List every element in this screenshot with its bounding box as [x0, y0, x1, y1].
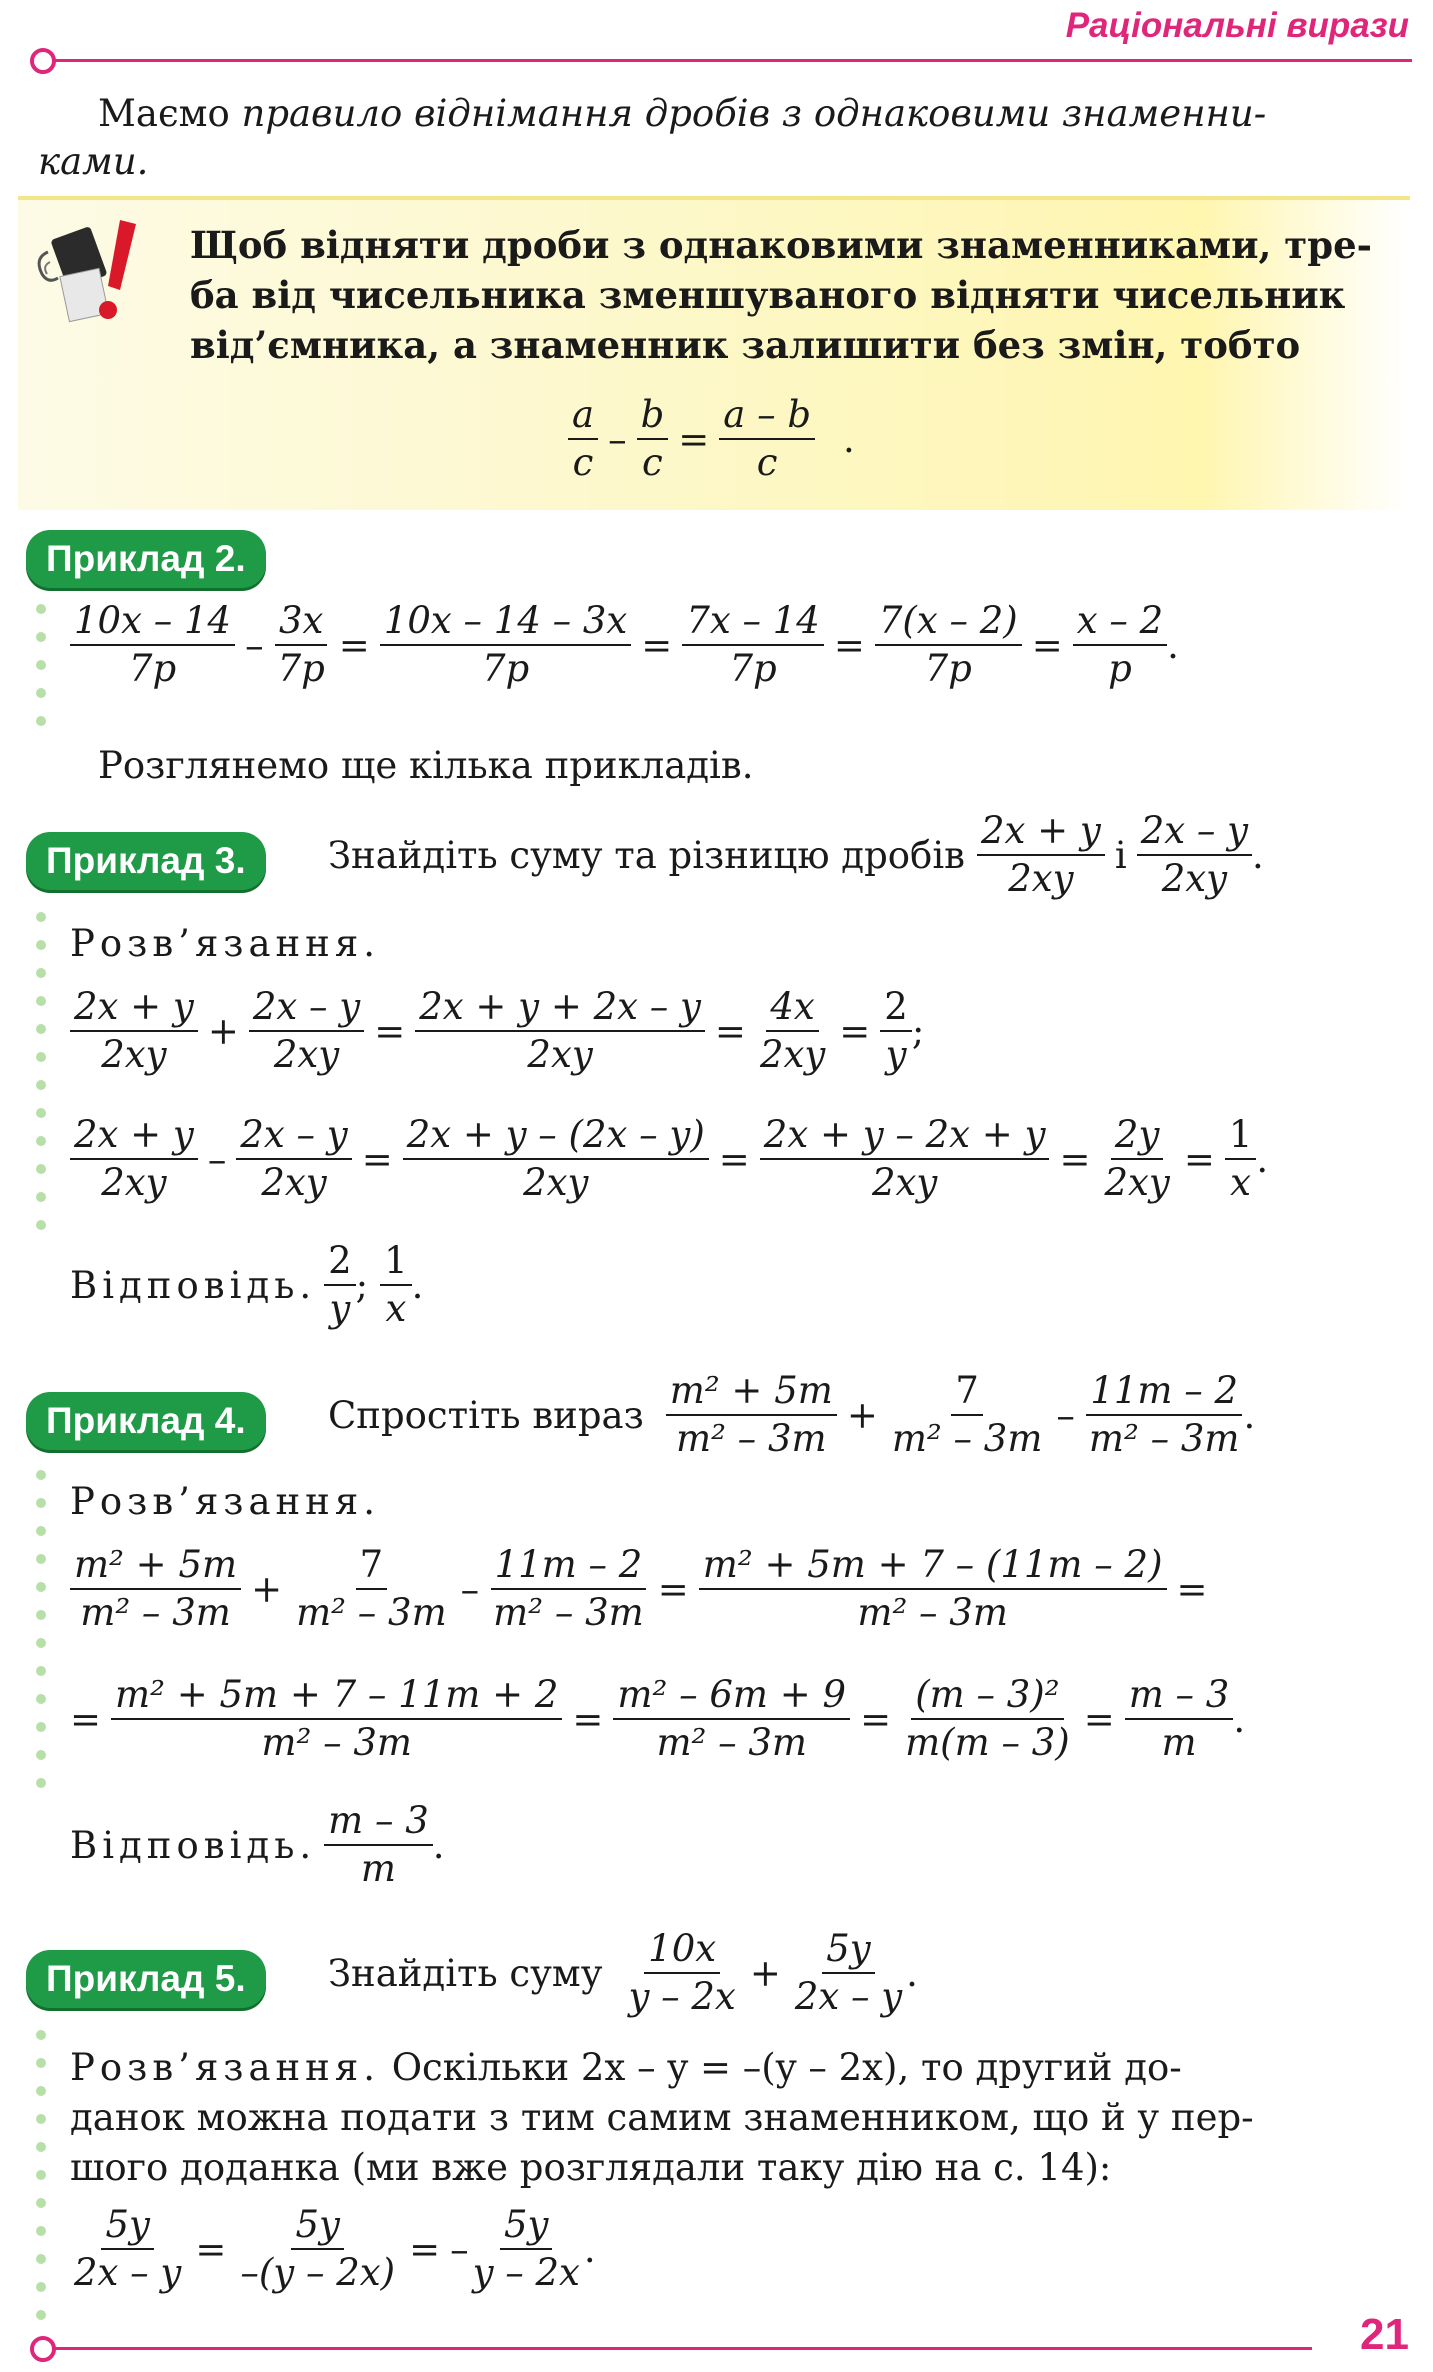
rule-statement: Щоб відняти дроби з однаковими знаменниками, тре- ба від чисельника зменшуваного відняти чисельник від’ємника, а знаменник залишити без змін, тобто	[190, 223, 1372, 367]
example-4-dots	[36, 1470, 46, 1806]
example-3-solution-label: Розв’язання.	[70, 922, 380, 965]
example-2-badge: Приклад 2.	[26, 530, 266, 588]
example-2-dots	[36, 604, 46, 744]
intro-line-1: Маємо правило віднімання дробів з однаковими знаменни-	[98, 92, 1267, 135]
example-5-dots	[36, 2030, 46, 2338]
header-rule	[52, 59, 1412, 62]
transition-text: Розглянемо ще кілька прикладів.	[98, 744, 754, 787]
section-title: Раціональні вирази	[1065, 6, 1409, 45]
intro-line-2: ками.	[38, 140, 149, 183]
example-3-task: Знайдіть суму та різницю дробів $\frac{2x + y}{2xy}$ і $\frac{2x - y}{2xy}$ .	[328, 809, 1264, 900]
example-4-badge: Приклад 4.	[26, 1392, 266, 1450]
example-3-difference: $\frac{2x + y}{2xy}$ – $\frac{2x - y}{2xy}$ = $\frac{2x + y - (2x - y)}{2xy}$ = $\frac{2x + y - 2x + y}{2xy}$ = $\frac{2y}{2xy}$ = $\frac{1}{x}$ .	[70, 1112, 1268, 1206]
example-4-line-2: = $\frac{\text{m² + 5m + 7 – 11m + 2}}{\text{m² – 3m}}$ = $\frac{\text{m² – 6m + 9}}{\text{m² – 3m}}$ = $\frac{\text{(m – 3)²}}{m(m - 3)}$ = $\frac{m - 3}{m}$ .	[70, 1673, 1246, 1764]
rule-formula: $\frac{a}{c}$ – $\frac{b}{c}$ = $\frac{a - b}{c}$ .	[568, 392, 855, 486]
example-3-sum: $\frac{2x + y}{2xy}$ + $\frac{2x - y}{2xy}$ = $\frac{2x + y + 2x - y}{2xy}$ = $\frac{4x}{2xy}$ = $\frac{2}{y}$ ;	[70, 984, 924, 1078]
example-4-task: Спростіть вираз $\frac{\text{m² + 5m}}{\text{m² – 3m}}$ + $\frac{7}{\text{m² – 3m}}$ – $\frac{11m - 2}{\text{m² – 3m}}$ .	[328, 1369, 1256, 1460]
example-5-task: Знайдіть суму $\frac{10x}{y - 2x}$ + $\frac{5y}{2x - y}$ .	[328, 1927, 918, 2018]
example-5-solution-line-1: Розв’язання. Оскільки 2x – y = –(y – 2x), то другий до-	[70, 2046, 1182, 2089]
binder-clip-exclamation-icon	[28, 212, 148, 332]
example-4-line-1: $\frac{\text{m² + 5m}}{\text{m² – 3m}}$ + $\frac{7}{\text{m² – 3m}}$ – $\frac{11m - 2}{\text{m² – 3m}}$ = $\frac{\text{m² + 5m + 7 – (11m – 2)}}{\text{m² – 3m}}$ =	[70, 1542, 1218, 1636]
example-4-solution-label: Розв’язання.	[70, 1480, 380, 1523]
example-3-dots	[36, 912, 46, 1248]
example-4-answer: Відповідь. $\frac{m - 3}{m}$ .	[70, 1799, 445, 1890]
page-number: 21	[1360, 2310, 1409, 2359]
example-5-solution-line-3: шого доданка (ми вже розглядали таку дію на с. 14):	[70, 2146, 1112, 2189]
example-5-badge: Приклад 5.	[26, 1950, 266, 2008]
example-5-equation: $\frac{5y}{2x - y}$ = $\frac{5y}{-(y - 2x)}$ = – $\frac{5y}{y - 2x}$ .	[74, 2203, 596, 2294]
example-2-equation: $\frac{10x - 14}{7p}$ – $\frac{3x}{7p}$ = $\frac{10x - 14 - 3x}{7p}$ = $\frac{7x - 14}{7p}$ = $\frac{7(x - 2)}{7p}$ = $\frac{x - 2}{p}$ .	[70, 598, 1179, 692]
example-5-solution-line-2: данок можна подати з тим самим знаменником, що й у пер-	[70, 2096, 1254, 2139]
example-3-badge: Приклад 3.	[26, 832, 266, 890]
example-3-answer: Відповідь. $\frac{2}{y}$ ; $\frac{1}{x}$ .	[70, 1239, 424, 1330]
footer-rule	[52, 2347, 1312, 2350]
